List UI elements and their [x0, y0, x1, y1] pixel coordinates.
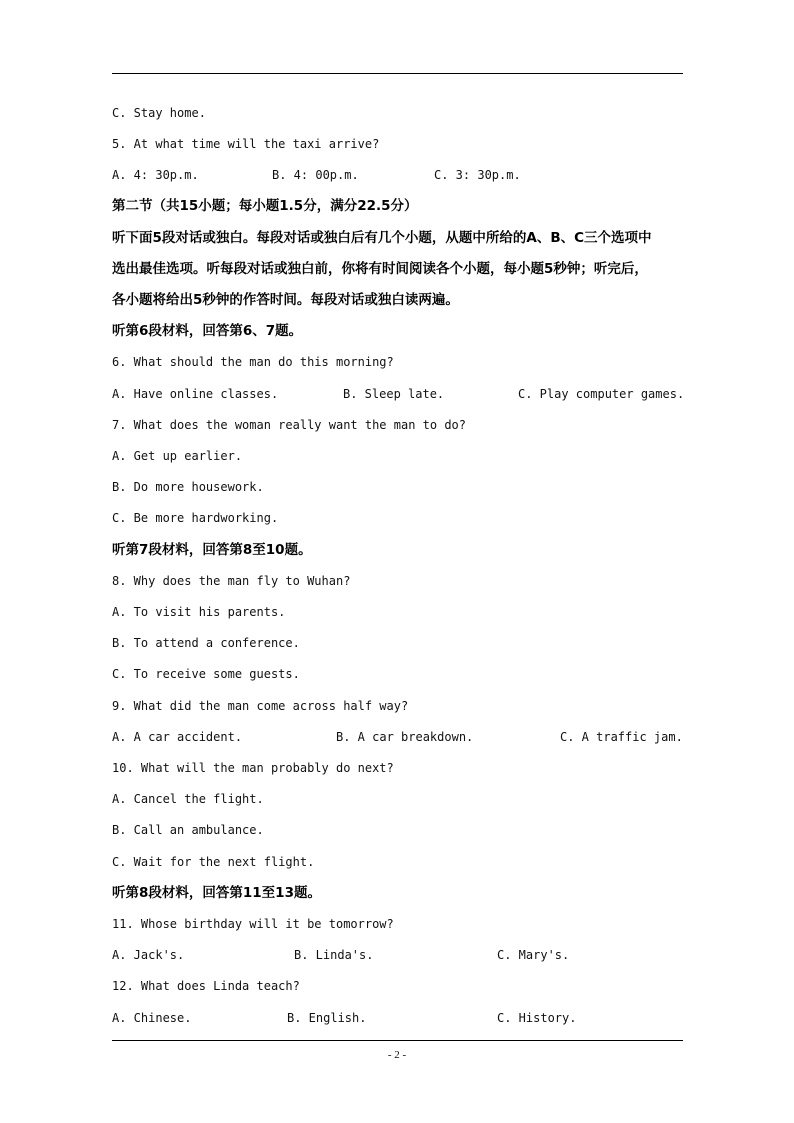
instruction-line-3: 各小题将给出5秒钟的作答时间。每段对话或独白读两遍。: [112, 292, 459, 308]
q5-option-c: C. 3: 30p.m.: [434, 168, 521, 182]
q5-options: [112, 165, 692, 185]
question-9: 9. What did the man come across half way?: [112, 699, 409, 713]
q11-option-c: C. Mary's.: [497, 948, 570, 962]
material-7-heading: 听第7段材料，回答第8至10题。: [112, 542, 312, 558]
material-8-heading: 听第8段材料，回答第11至13题。: [112, 885, 321, 901]
q7-option-a: A. Get up earlier.: [112, 449, 243, 463]
header-rule: [112, 73, 683, 74]
material-6-heading: 听第6段材料，回答第6、7题。: [112, 323, 303, 339]
q7-option-c: C. Be more hardworking.: [112, 511, 279, 525]
q12-option-b: B. English.: [287, 1011, 367, 1025]
question-11: 11. Whose birthday will it be tomorrow?: [112, 917, 394, 931]
question-5: 5. At what time will the taxi arrive?: [112, 137, 380, 151]
question-7: 7. What does the woman really want the man to do?: [112, 418, 467, 432]
q11-options: [112, 945, 692, 965]
footer-rule: [112, 1040, 683, 1041]
q4-option-c: C. Stay home.: [112, 106, 206, 120]
question-12: 12. What does Linda teach?: [112, 979, 300, 993]
question-8: 8. Why does the man fly to Wuhan?: [112, 574, 351, 588]
q12-option-a: A. Chinese.: [112, 1011, 192, 1025]
q6-option-b: B. Sleep late.: [343, 387, 445, 401]
q10-option-c: C. Wait for the next flight.: [112, 855, 315, 869]
q8-option-b: B. To attend a conference.: [112, 636, 300, 650]
q9-options: [112, 727, 692, 747]
page-number: - 2 -: [387, 1049, 407, 1061]
instruction-line-2: 选出最佳选项。听每段对话或独白前，你将有时间阅读各个小题，每小题5秒钟；听完后，: [112, 261, 648, 277]
q12-option-c: C. History.: [497, 1011, 577, 1025]
q12-options: [112, 1008, 692, 1028]
q6-option-a: A. Have online classes.: [112, 387, 279, 401]
question-10: 10. What will the man probably do next?: [112, 761, 394, 775]
q6-options: [112, 384, 692, 404]
q9-option-a: A. A car accident.: [112, 730, 243, 744]
question-6: 6. What should the man do this morning?: [112, 355, 394, 369]
q5-option-a: A. 4: 30p.m.: [112, 168, 199, 182]
q9-option-b: B. A car breakdown.: [336, 730, 474, 744]
q5-option-b: B. 4: 00p.m.: [272, 168, 359, 182]
q11-option-b: B. Linda's.: [294, 948, 374, 962]
q9-option-c: C. A traffic jam.: [560, 730, 683, 744]
q8-option-a: A. To visit his parents.: [112, 605, 286, 619]
q6-option-c: C. Play computer games.: [518, 387, 685, 401]
q10-option-b: B. Call an ambulance.: [112, 823, 264, 837]
q7-option-b: B. Do more housework.: [112, 480, 264, 494]
q8-option-c: C. To receive some guests.: [112, 667, 300, 681]
section-title: 第二节（共15小题；每小题1.5分，满分22.5分）: [112, 198, 418, 214]
q10-option-a: A. Cancel the flight.: [112, 792, 264, 806]
instruction-line-1: 听下面5段对话或独白。每段对话或独白后有几个小题，从题中所给的A、B、C三个选项中: [112, 230, 652, 246]
q11-option-a: A. Jack's.: [112, 948, 185, 962]
